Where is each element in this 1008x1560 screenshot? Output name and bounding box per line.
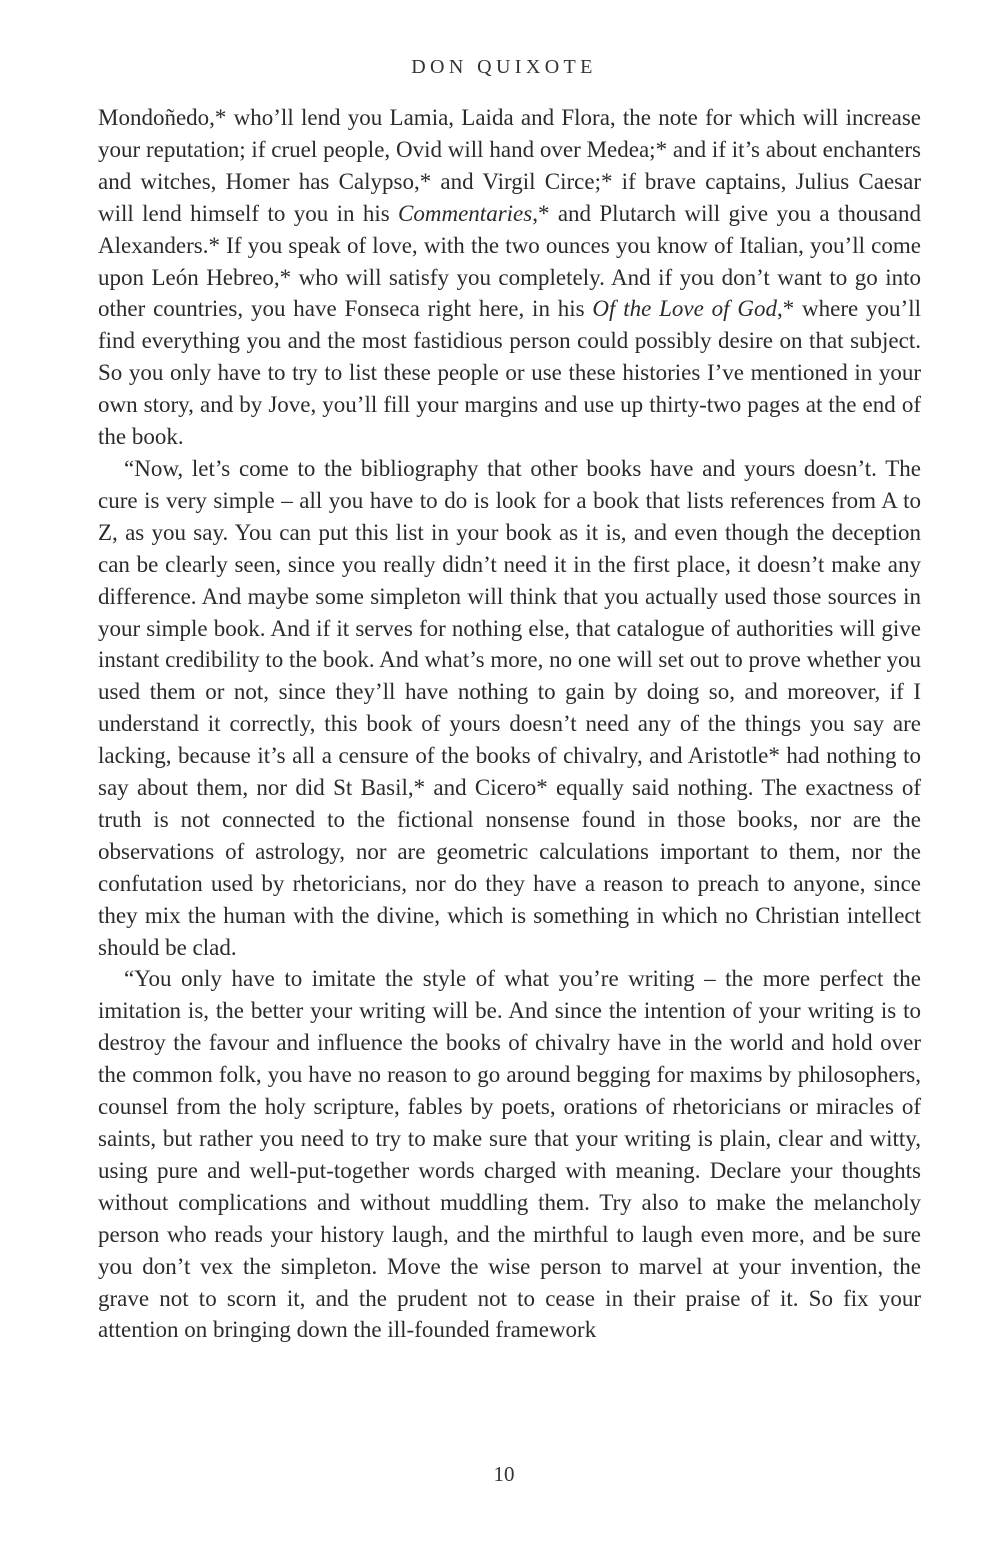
italic-text-run: Commentaries	[398, 200, 533, 226]
text-run: Mondoñedo,* who’ll lend you Lamia, Laida and Flora, the note for which will increase your reputation; if cruel people, Ovid will hand over Medea;* and if it’s about enchanters and witches, Homer has Calypso,* and Virgil Circe;* if brave captains, Julius Caesar will lend himself to you in his	[98, 105, 921, 226]
page-number: 10	[493, 1462, 515, 1486]
text-run: ,* where you’ll find everything you and the most fastidious person could possibly desire on that subject. So you only have to try to list these people or use these histories I’ve mentioned in your own story, and by Jove, you’ll fill your margins and use up thirty-two pages at the end of the book.	[98, 296, 921, 450]
text-run: “You only have to imitate the style of what you’re writing – the more perfect the imitation is, the better your writing will be. And since the intention of your writing is to destroy the favour and influence the books of chivalry have in the world and hold over the common folk, you have no reason to go around begging for maxims by philosophers, counsel from the holy scripture, fables by poets, orations of rhetoricians or miracles of saints, but rather you need to try to make sure that your writing is plain, clear and witty, using pure and well-put-together words charged with meaning. Declare your thoughts without complications and without muddling them. Try also to make the melancholy person who reads your history laugh, and the mirthful to laugh even more, and be sure you don’t vex the simpleton. Move the wise person to marvel at your invention, the grave not to scorn it, and the prudent not to cease in their praise of it. So fix your attention on bringing down the ill-founded framework	[98, 966, 921, 1343]
text-run: ,* and Plutarch will give you a thousand Alexanders.* If you speak of love, with the two ounces you know of Italian, you’ll come upon León Hebreo,* who will satisfy you completely. And if you don’t want to go into other countries, you have Fonseca right here, in his	[98, 200, 921, 322]
paragraph	[98, 102, 921, 453]
body-text	[98, 102, 921, 1346]
text-run: “Now, let’s come to the bibliography that other books have and yours doesn’t. The cure is very simple – all you have to do is look for a book that lists references from A to Z, as you say. You can put this list in your book as it is, and even though the deception can be clearly seen, since you really didn’t need it in the first place, it doesn’t make any difference. And maybe some simpleton will think that you actually used those sources in your simple book. And if it serves for nothing else, that catalogue of authorities will give instant credibility to the book. And what’s more, no one will set out to prove whether you used them or not, since they’ll have nothing to gain by doing so, and moreover, if I understand it correctly, this book of yours doesn’t need any of the things you say are lacking, because it’s all a censure of the books of chivalry, and Aristotle* had nothing to say about them, nor did St Basil,* and Cicero* equally said nothing. The exactness of truth is not connected to the fictional nonsense found in those books, nor are the observations of astrology, nor are geometric calculations important to them, nor the confutation used by rhetoricians, nor do they have a reason to preach to anyone, since they mix the human with the divine, which is something in which no Christian intellect should be clad.	[98, 455, 921, 960]
running-head: DON QUIXOTE	[411, 56, 597, 78]
italic-text-run: Of the Love of God	[592, 296, 777, 322]
paragraph	[98, 453, 921, 964]
paragraph	[98, 963, 921, 1346]
